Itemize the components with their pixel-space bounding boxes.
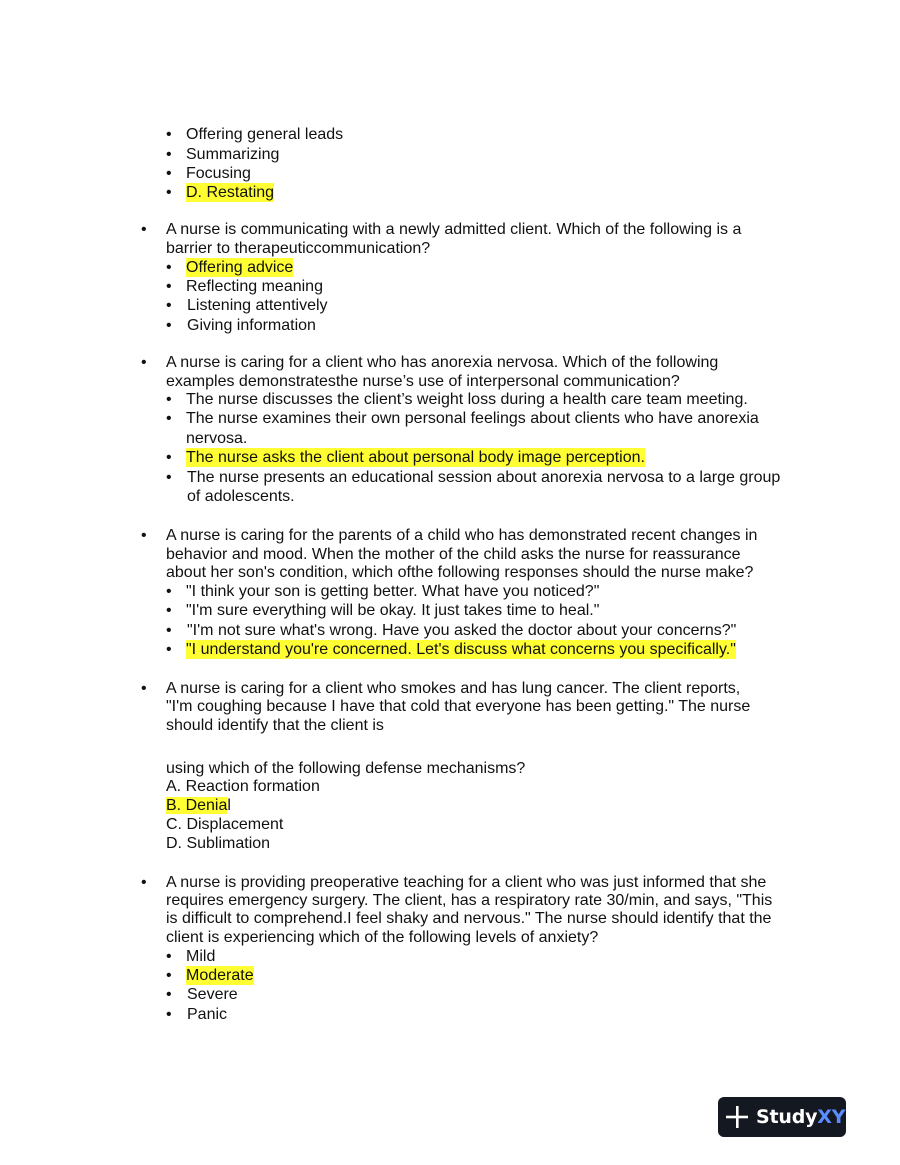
question-text: A nurse is providing preoperative teaching for a client who was just informed that she (166, 874, 767, 891)
question-text: requires emergency surgery. The client, has a respiratory rate 30/min, and says, "This (166, 892, 773, 909)
question-text: is difficult to comprehend.I feel shaky and nervous." The nurse should identify that the (166, 910, 772, 927)
question-bullet: • (141, 221, 147, 238)
bullet: • (166, 297, 172, 314)
question-text: barrier to therapeuticcommunication? (166, 240, 431, 257)
option-text: Focusing (186, 165, 251, 182)
question-text: client is experiencing which of the following levels of anxiety? (166, 929, 599, 946)
question-text: A nurse is caring for the parents of a child who has demonstrated recent changes in (166, 527, 758, 544)
question-text: examples demonstratesthe nurse’s use of interpersonal communication? (166, 373, 680, 390)
option-text: "I think your son is getting better. What have you noticed?" (186, 583, 600, 600)
bullet: • (166, 602, 172, 619)
option-text: nervosa. (186, 430, 248, 447)
option-text: C. Displacement (166, 816, 284, 833)
bullet: • (166, 410, 172, 427)
logo-text-main: Study (756, 1105, 818, 1128)
option-text: The nurse examines their own personal feelings about clients who have anorexia (186, 410, 759, 427)
option-text: "I'm sure everything will be okay. It just takes time to heal." (186, 602, 600, 619)
highlighted-answer: Offering advice (186, 259, 294, 276)
bullet: • (166, 622, 172, 639)
bullet: • (166, 1006, 172, 1023)
bullet: • (166, 948, 172, 965)
bullet: • (166, 146, 172, 163)
question-text: behavior and mood. When the mother of the child asks the nurse for reassurance (166, 546, 741, 563)
option-text: "I'm not sure what's wrong. Have you asked the doctor about your concerns?" (187, 622, 737, 639)
option-text: The nurse presents an educational session about anorexia nervosa to a large group (187, 469, 781, 486)
option-text: Mild (186, 948, 216, 965)
question-bullet: • (141, 874, 147, 891)
bullet: • (166, 259, 172, 276)
highlighted-answer: The nurse asks the client about personal body image perception. (186, 449, 645, 466)
option-text: Severe (187, 986, 238, 1003)
bullet: • (166, 986, 172, 1003)
option-text: Listening attentively (187, 297, 328, 314)
plus-icon (724, 1104, 750, 1130)
bullet: • (166, 317, 172, 334)
option-text: Panic (187, 1006, 228, 1023)
bullet: • (166, 184, 172, 201)
bullet: • (166, 641, 172, 658)
logo-text-accent: XY (817, 1105, 846, 1128)
question-text: should identify that the client is (166, 717, 384, 734)
bullet: • (166, 278, 172, 295)
question-bullet: • (141, 680, 147, 697)
bullet: • (166, 165, 172, 182)
option-text: Offering general leads (186, 126, 344, 143)
bullet: • (166, 469, 172, 486)
option-text: of adolescents. (187, 488, 295, 505)
bullet: • (166, 126, 172, 143)
option-text-rest: l (227, 797, 231, 814)
highlighted-answer: "I understand you're concerned. Let's discuss what concerns you specifically." (186, 641, 736, 658)
question-text: using which of the following defense mechanisms? (166, 760, 526, 777)
question-text: A nurse is caring for a client who smokes and has lung cancer. The client reports, (166, 680, 741, 697)
option-text: Reflecting meaning (186, 278, 323, 295)
option-text: D. Sublimation (166, 835, 271, 852)
bullet: • (166, 967, 172, 984)
question-bullet: • (141, 354, 147, 371)
option-text (166, 796, 231, 815)
question-text: "I'm coughing because I have that cold that everyone has been getting." The nurse (166, 698, 751, 715)
bullet: • (166, 449, 172, 466)
option-text: The nurse discusses the client’s weight loss during a health care team meeting. (186, 391, 748, 408)
question-text: A nurse is caring for a client who has anorexia nervosa. Which of the following (166, 354, 719, 371)
highlighted-answer: Moderate (186, 967, 254, 984)
logo-text (756, 1105, 846, 1128)
option-text: A. Reaction formation (166, 778, 320, 795)
highlighted-answer: D. Restating (186, 184, 275, 201)
question-bullet: • (141, 527, 147, 544)
option-text: Summarizing (186, 146, 280, 163)
bullet: • (166, 583, 172, 600)
option-text: Giving information (187, 317, 316, 334)
studyxy-logo-badge[interactable] (718, 1097, 846, 1137)
bullet: • (166, 391, 172, 408)
question-text: A nurse is communicating with a newly admitted client. Which of the following is a (166, 221, 742, 238)
question-text: about her son's condition, which ofthe following responses should the nurse make? (166, 564, 754, 581)
highlighted-answer: B. Denia (166, 797, 228, 814)
